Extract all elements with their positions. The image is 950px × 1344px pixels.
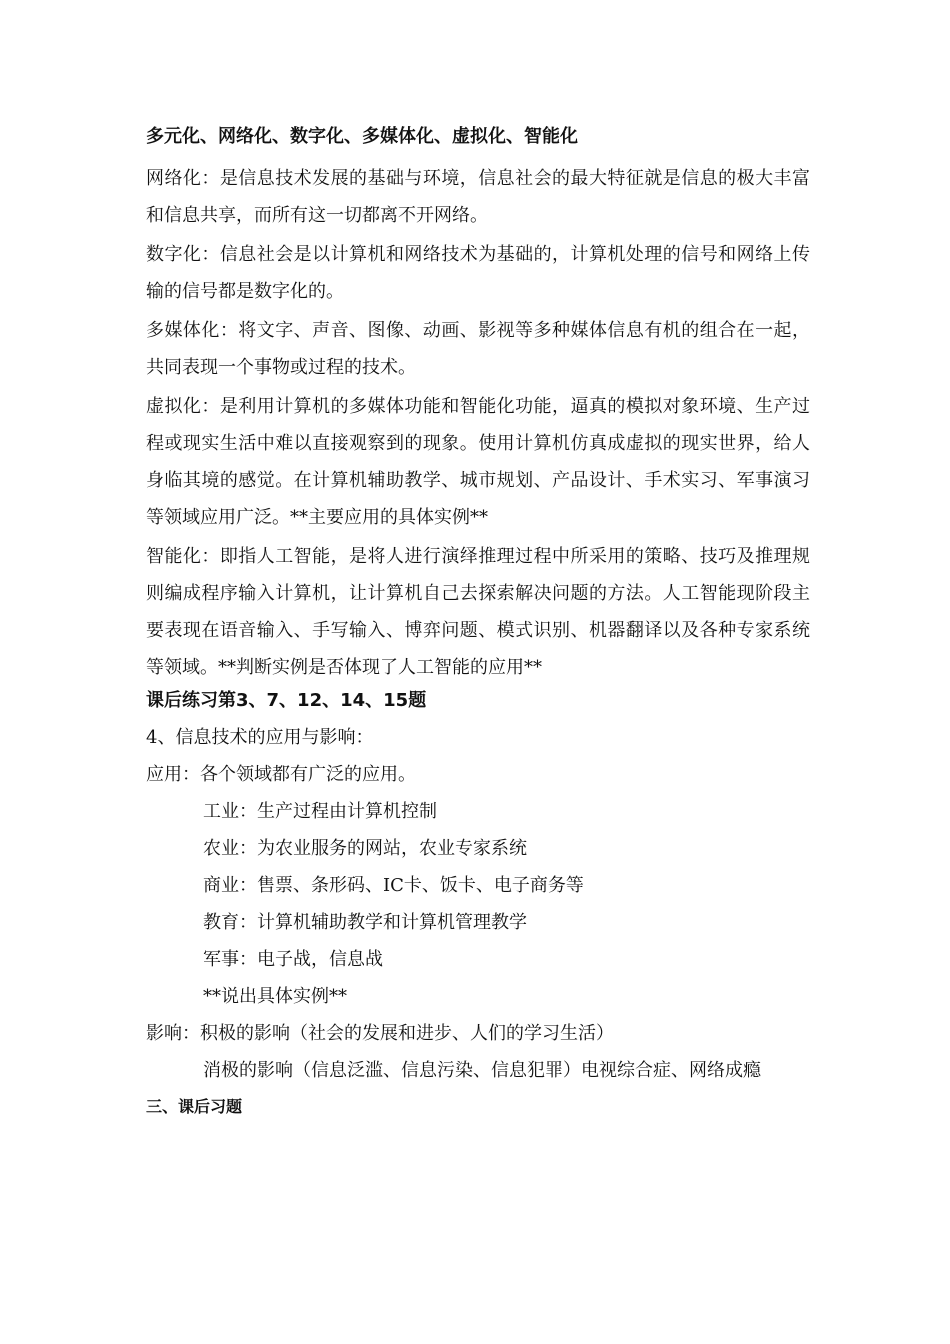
application-education: 教育：计算机辅助教学和计算机管理教学 — [203, 912, 527, 933]
features-heading: 多元化、网络化、数字化、多媒体化、虚拟化、智能化 — [146, 126, 578, 147]
application-examples-note: **说出具体实例** — [203, 986, 347, 1007]
paragraph-intelligence: 智能化：即指人工智能，是将人进行演绎推理过程中所采用的策略、技巧及推理规则编成程序输入计算机，让计算机自己去探索解决问题的方法。人工智能现阶段主要表现在语音输入、手写输入、博弈问题、模式识别、机器翻译以及各种专家系统等领域。**判断实例是否体现了人工智能的应用** — [146, 546, 810, 678]
application-label: 应用：各个领域都有广泛的应用。 — [146, 764, 416, 785]
paragraph-virtualization: 虚拟化：是利用计算机的多媒体功能和智能化功能，逼真的模拟对象环境、生产过程或现实生活中难以直接观察到的现象。使用计算机仿真成虚拟的现实世界，给人身临其境的感觉。在计算机辅助教学、城市规划、产品设计、手术实习、军事演习等领域应用广泛。**主要应用的具体实例** — [146, 396, 810, 528]
application-military: 军事：电子战，信息战 — [203, 949, 383, 970]
application-industry: 工业：生产过程由计算机控制 — [203, 801, 437, 822]
section4-title: 4、信息技术的应用与影响： — [146, 727, 374, 748]
paragraph-multimedia: 多媒体化：将文字、声音、图像、动画、影视等多种媒体信息有机的组合在一起，共同表现一个事物或过程的技术。 — [146, 320, 810, 378]
exercise-heading: 课后练习第3、7、12、14、15题 — [146, 690, 427, 711]
impact-positive: 影响：积极的影响（社会的发展和进步、人们的学习生活） — [146, 1023, 614, 1044]
application-commerce: 商业：售票、条形码、IC卡、饭卡、电子商务等 — [203, 875, 584, 896]
application-agriculture: 农业：为农业服务的网站，农业专家系统 — [203, 838, 527, 859]
section3-heading: 三、课后习题 — [146, 1097, 243, 1116]
paragraph-networking: 网络化：是信息技术发展的基础与环境，信息社会的最大特征就是信息的极大丰富和信息共享，而所有这一切都离不开网络。 — [146, 168, 810, 226]
paragraph-digitalization: 数字化：信息社会是以计算机和网络技术为基础的，计算机处理的信号和网络上传输的信号都是数字化的。 — [146, 244, 810, 302]
impact-negative: 消极的影响（信息泛滥、信息污染、信息犯罪）电视综合症、网络成瘾 — [203, 1060, 761, 1081]
